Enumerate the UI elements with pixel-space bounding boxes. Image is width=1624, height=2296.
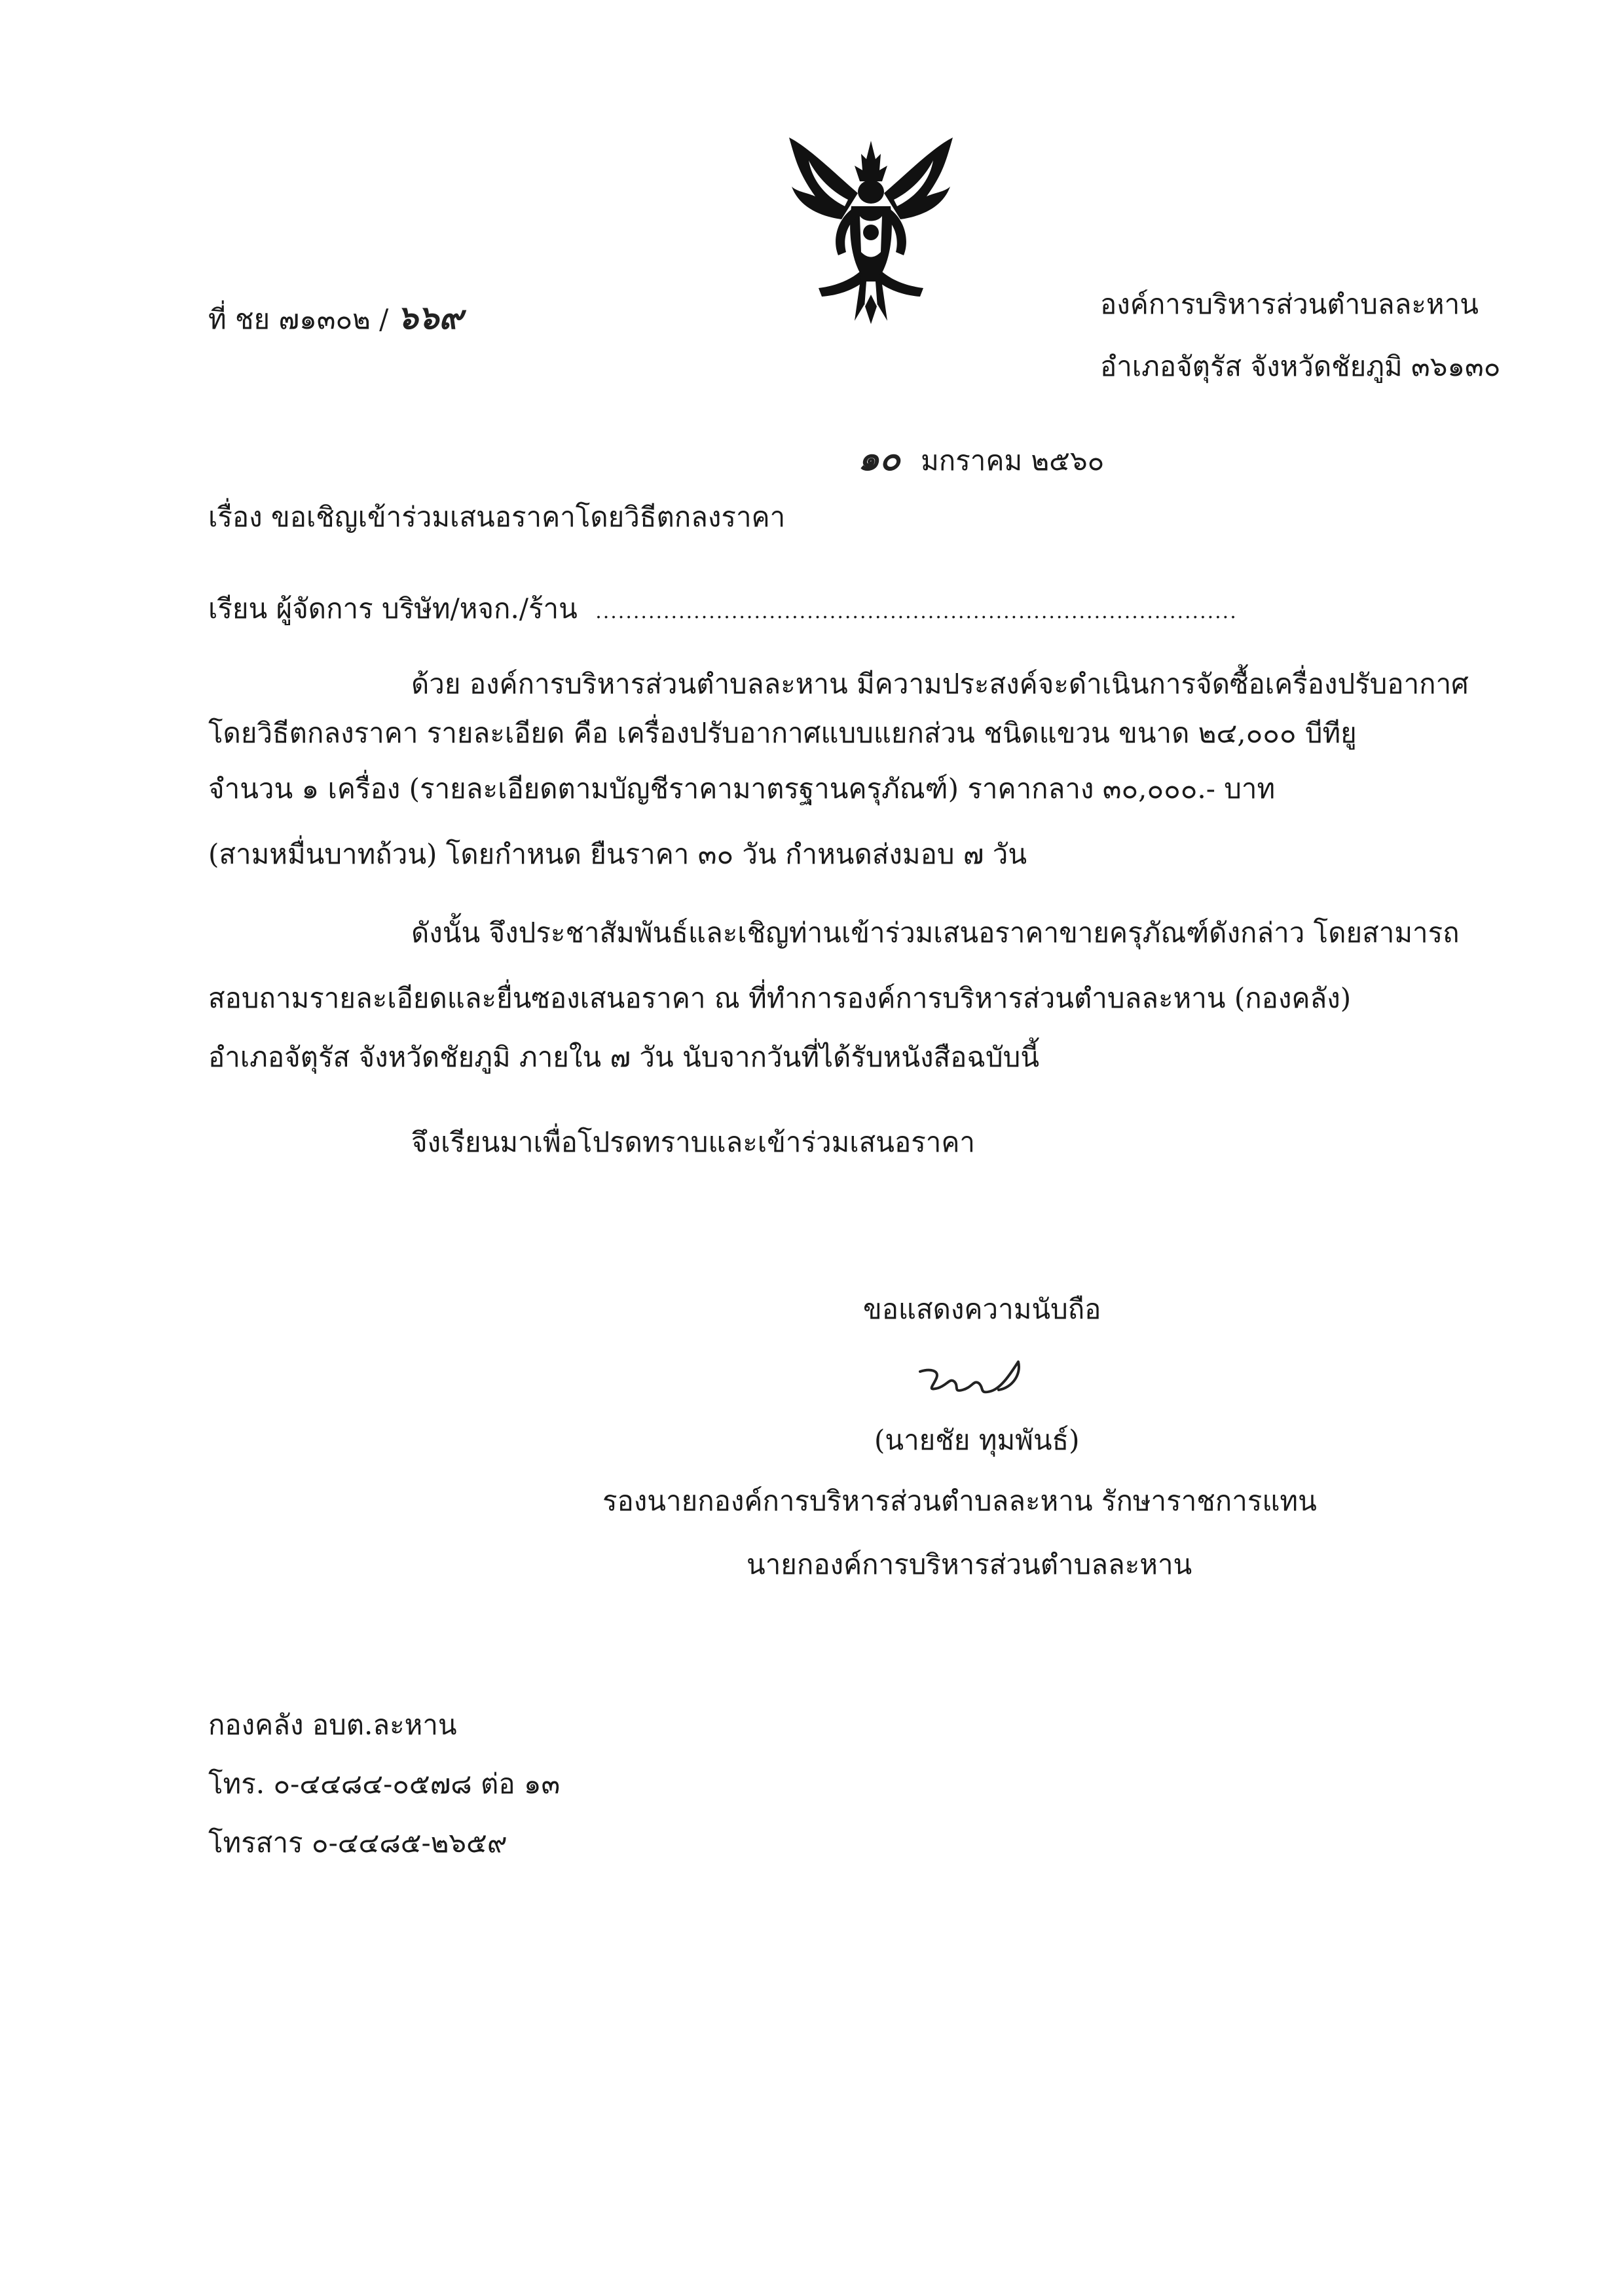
reference-number	[208, 298, 463, 337]
body-p1-line2: โดยวิธีตกลงราคา รายละเอียด คือ เครื่องปรับอากาศแบบแยกส่วน ชนิดแขวน ขนาด ๒๔,๐๐๐ บีทียู	[208, 717, 1357, 749]
signatory-name: (นายชัย ทุมพันธ์)	[874, 1424, 1080, 1456]
footer-telephone: โทร. ๐-๔๔๘๔-๐๕๗๘ ต่อ ๑๓	[208, 1768, 561, 1800]
body-p2-line1: ดังนั้น จึงประชาสัมพันธ์และเชิญท่านเข้าร่วมเสนอราคาขายครุภัณฑ์ดังกล่าว โดยสามารถ	[411, 917, 1460, 949]
garuda-emblem-icon	[783, 134, 959, 324]
recipient-label: เรียน ผู้จัดการ บริษัท/หจก./ร้าน	[208, 592, 578, 625]
footer-fax: โทรสาร ๐-๔๔๘๕-๒๖๕๙	[208, 1827, 507, 1859]
reference-handwritten: ๖๖๙	[397, 299, 463, 337]
body-p2-line3: อำเภอจัตุรัส จังหวัดชัยภูมิ ภายใน ๗ วัน นับจากวันที่ได้รับหนังสือฉบับนี้	[208, 1041, 1040, 1073]
closing-salutation: ขอแสดงความนับถือ	[863, 1293, 1101, 1325]
date-month-year: มกราคม ๒๕๖๐	[921, 445, 1105, 477]
date-day-handwritten: ๑๐	[858, 439, 900, 479]
body-p2-line2: สอบถามรายละเอียดและยื่นซองเสนอราคา ณ ที่ทำการองค์การบริหารส่วนตำบลละหาน (กองคลัง)	[208, 982, 1352, 1014]
signatory-title-2: นายกองค์การบริหารส่วนตำบลละหาน	[747, 1548, 1192, 1580]
signature-mark	[913, 1352, 1031, 1404]
recipient-line	[208, 592, 1238, 625]
reference-printed: ที่ ชย ๗๑๓๐๒ /	[208, 303, 389, 335]
body-p1-line3: จำนวน ๑ เครื่อง (รายละเอียดตามบัญชีราคามาตรฐานครุภัณฑ์) ราคากลาง ๓๐,๐๐๐.- บาท	[208, 773, 1276, 805]
body-p3: จึงเรียนมาเพื่อโปรดทราบและเข้าร่วมเสนอราคา	[411, 1126, 976, 1158]
letter-date	[858, 439, 1104, 479]
sender-address: อำเภอจัตุรัส จังหวัดชัยภูมิ ๓๖๑๓๐	[1100, 350, 1501, 382]
recipient-blank: .....................................................................................	[595, 600, 1238, 623]
signatory-title-1: รองนายกองค์การบริหารส่วนตำบลละหาน รักษาราชการแทน	[602, 1485, 1317, 1517]
body-p1-line1: ด้วย องค์การบริหารส่วนตำบลละหาน มีความประสงค์จะดำเนินการจัดซื้อเครื่องปรับอากาศ	[411, 668, 1469, 700]
footer-department: กองคลัง อบต.ละหาน	[208, 1709, 457, 1741]
body-p1-line4: (สามหมื่นบาทถ้วน) โดยกำหนด ยืนราคา ๓๐ วัน กำหนดส่งมอบ ๗ วัน	[208, 838, 1027, 870]
subject-line: เรื่อง ขอเชิญเข้าร่วมเสนอราคาโดยวิธีตกลงราคา	[208, 501, 786, 533]
sender-org: องค์การบริหารส่วนตำบลละหาน	[1100, 288, 1479, 320]
